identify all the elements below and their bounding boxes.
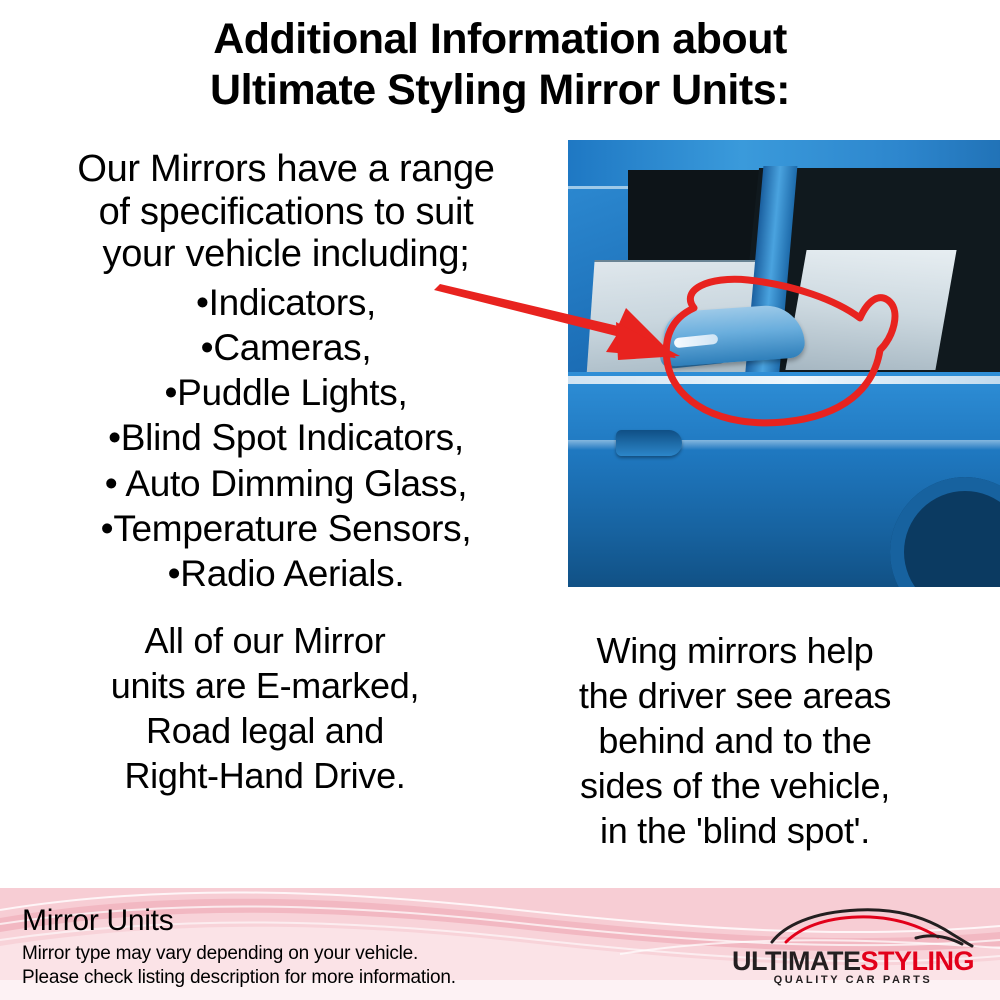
e-marked-line-2: units are E-marked, xyxy=(110,665,420,706)
footer-subtext-line-2: Please check listing description for more information. xyxy=(22,966,456,988)
intro-line-2: of specifications to suit xyxy=(98,190,474,233)
e-marked-line-3: Road legal and xyxy=(146,710,384,751)
car-door-handle xyxy=(616,430,682,456)
blind-spot-line-3: behind and to the xyxy=(598,720,872,761)
brand-logo xyxy=(728,906,978,984)
footer-title: Mirror Units xyxy=(22,904,174,937)
footer-subtext xyxy=(22,942,456,990)
list-item: •Puddle Lights, xyxy=(164,372,408,414)
brand-word-ultimate: ULTIMATE xyxy=(732,946,861,976)
list-item: • Auto Dimming Glass, xyxy=(104,462,468,504)
page-title-line-1: Additional Information about xyxy=(213,15,787,63)
blind-spot-line-5: in the 'blind spot'. xyxy=(600,810,870,851)
intro-line-1: Our Mirrors have a range xyxy=(77,148,495,190)
car-mirror-photo xyxy=(568,140,1000,587)
car-front-window-glass xyxy=(785,250,956,370)
footer-subtext-line-1: Mirror type may vary depending on your vehicle. xyxy=(22,943,419,964)
page-title xyxy=(0,14,1000,115)
car-window-sill-trim xyxy=(568,376,1000,384)
list-item: •Cameras, xyxy=(200,327,372,369)
brand-wordmark xyxy=(728,946,978,977)
blind-spot-line-2: the driver see areas xyxy=(578,675,892,716)
intro-line-3: your vehicle including; xyxy=(102,233,470,276)
car-outline-icon xyxy=(766,904,976,948)
list-item: •Radio Aerials. xyxy=(167,552,405,594)
blind-spot-line-1: Wing mirrors help xyxy=(596,630,874,671)
brand-tagline: QUALITY CAR PARTS xyxy=(773,974,933,986)
list-item: •Temperature Sensors, xyxy=(100,507,472,549)
intro-paragraph xyxy=(8,148,564,276)
blind-spot-line-4: sides of the vehicle, xyxy=(580,765,890,806)
footer-text-block xyxy=(22,906,456,990)
wing-mirror-unit xyxy=(662,303,805,367)
brand-word-styling: STYLING xyxy=(860,946,974,976)
list-item: •Blind Spot Indicators, xyxy=(108,417,464,459)
blind-spot-paragraph xyxy=(500,628,970,853)
e-marked-paragraph xyxy=(30,618,500,798)
footer-banner xyxy=(0,888,1000,1000)
specification-list xyxy=(8,280,564,596)
list-item: •Indicators, xyxy=(195,282,377,323)
e-marked-line-1: All of our Mirror xyxy=(144,620,386,661)
e-marked-line-4: Right-Hand Drive. xyxy=(124,755,406,796)
page-title-line-2: Ultimate Styling Mirror Units: xyxy=(210,65,790,114)
